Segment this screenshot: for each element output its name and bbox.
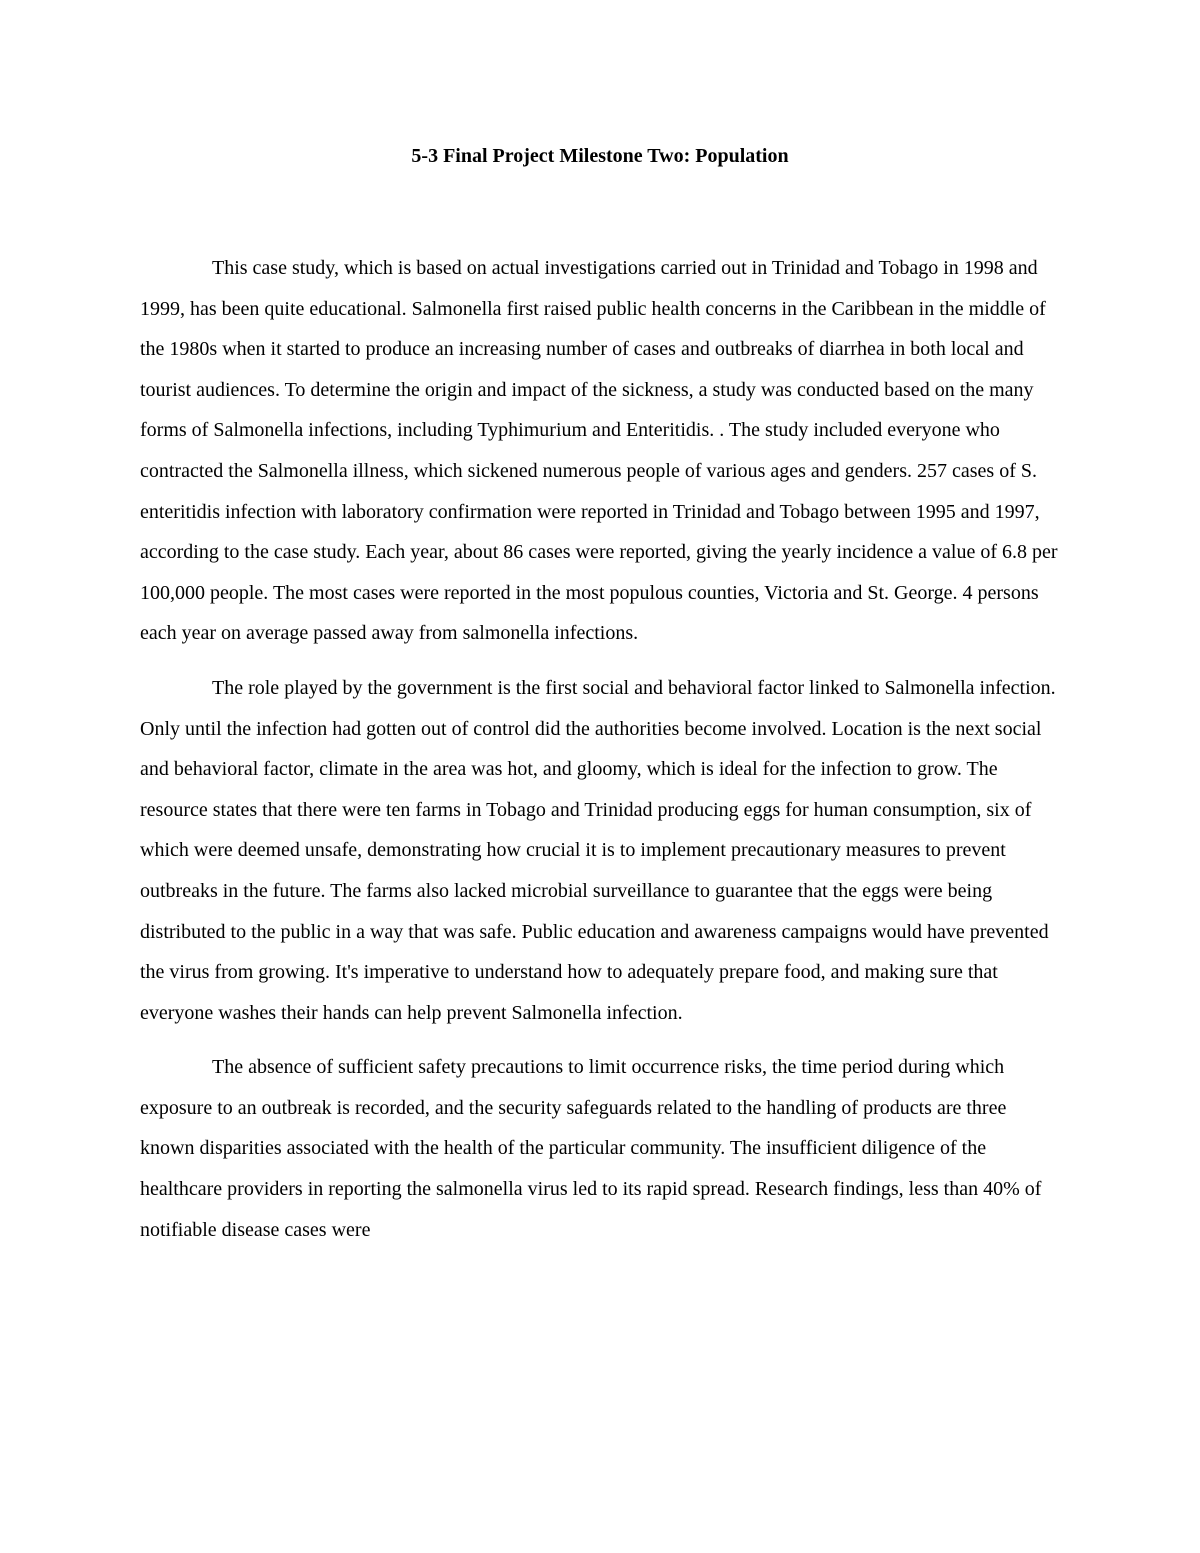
document-title: 5-3 Final Project Milestone Two: Population — [411, 145, 789, 167]
paragraph-2: The role played by the government is the first social and behavioral factor linked to Salmonella infection. Only until the infection had gotten out of control did the authorities become involved. Location is the next social and behavioral factor, climate in the area was hot, and gloomy, which is ideal for the infection to grow. The resource states that there were ten farms in Tobago and Trinidad producing eggs for human consumption, six of which were deemed unsafe, demonstrating how crucial it is to implement precautionary measures to prevent outbreaks in the future. The farms also lacked microbial surveillance to guarantee that the eggs were being distributed to the public in a way that was safe. Public education and awareness campaigns would have prevented the virus from growing. It's imperative to understand how to adequately prepare food, and making sure that everyone washes their hands can help prevent Salmonella infection. — [140, 676, 1056, 1024]
document-body — [140, 248, 1062, 1264]
paragraph-3: The absence of sufficient safety precautions to limit occurrence risks, the time period during which exposure to an outbreak is recorded, and the security safeguards related to the handling of products are three known disparities associated with the health of the particular community. The insufficient diligence of the healthcare providers in reporting the salmonella virus led to its rapid spread. Research findings, less than 40% of notifiable disease cases were — [140, 1056, 1042, 1241]
paragraph-1: This case study, which is based on actual investigations carried out in Trinidad and Tobago in 1998 and 1999, has been quite educational. Salmonella first raised public health concerns in the Caribbean in the middle of the 1980s when it started to produce an increasing number of cases and outbreaks of diarrhea in both local and tourist audiences. To determine the origin and impact of the sickness, a study was conducted based on the many forms of Salmonella infections, including Typhimurium and Enteritidis. . The study included everyone who contracted the Salmonella illness, which sickened numerous people of various ages and genders. 257 cases of S. enteritidis infection with laboratory confirmation were reported in Trinidad and Tobago between 1995 and 1997, according to the case study. Each year, about 86 cases were reported, giving the yearly incidence a value of 6.8 per 100,000 people. The most cases were reported in the most populous counties, Victoria and St. George. 4 persons each year on average passed away from salmonella infections. — [140, 257, 1058, 645]
